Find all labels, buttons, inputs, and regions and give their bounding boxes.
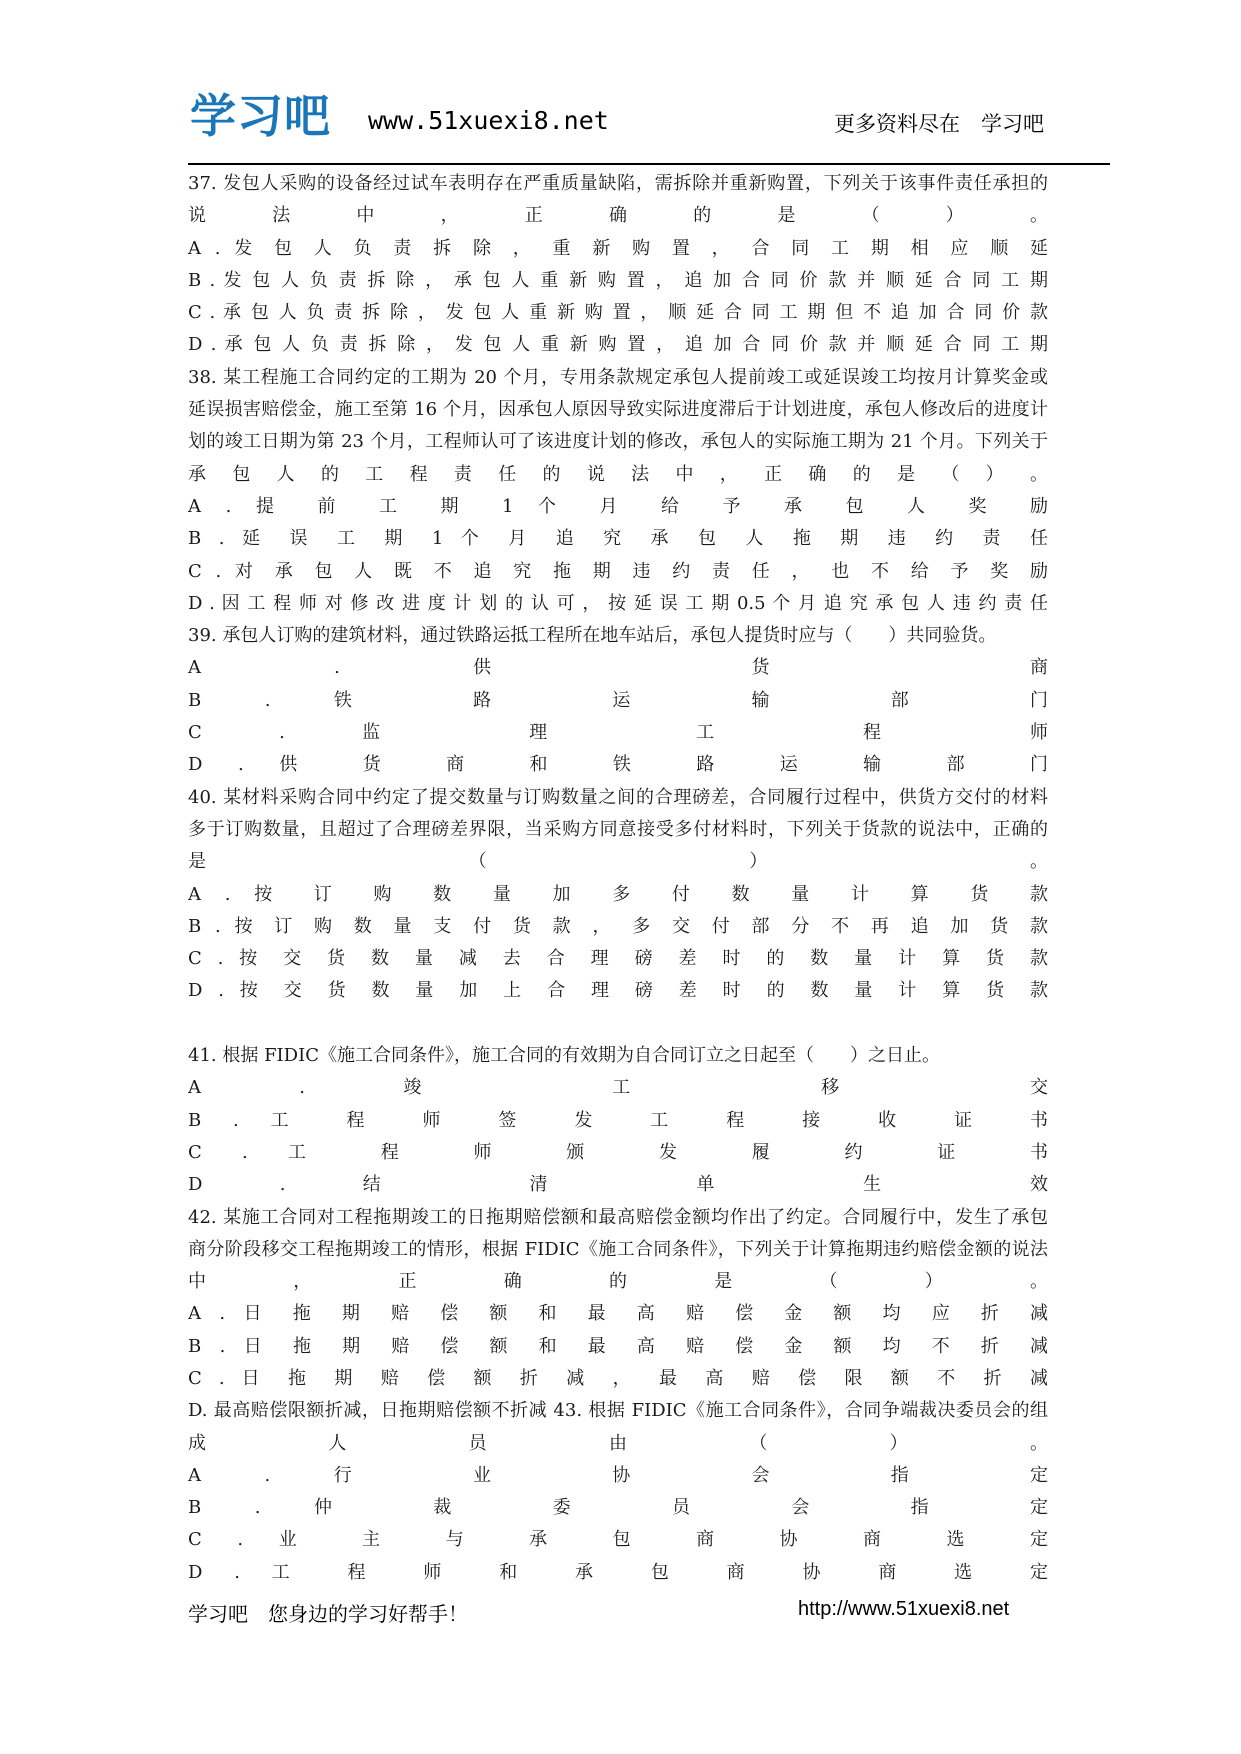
site-logo: 学习吧 [190, 89, 331, 143]
text-line: A . 竣 工 移 交 [188, 1077, 1048, 1099]
text-line: 是 （ ） 。 [188, 851, 1048, 873]
text-line: 承 包 人 的 工 程 责 任 的 说 法 中 ， 正 确 的 是 （ ） 。 [188, 463, 1048, 485]
text-line: 42. 某施工合同对工程拖期竣工的日拖期赔偿额和最高赔偿金额均作出了约定。合同履行中，发生了承包 [188, 1206, 1048, 1228]
text-line: D . 因 工 程 师 对 修 改 进 度 计 划 的 认 可 ， 按 延 误 工 期 0.5 个 月 追 究 承 包 人 违 约 责 任 [188, 592, 1048, 614]
header-tagline: 更多资料尽在 学习吧 [834, 112, 1044, 136]
text-line: 39. 承包人订购的建筑材料，通过铁路运抵工程所在地车站后，承包人提货时应与（ ）共同验货。 [188, 625, 997, 647]
text-line: A . 按 订 购 数 量 加 多 付 数 量 计 算 货 款 [188, 883, 1048, 905]
logo-url[interactable]: www.51xuexi8.net [368, 106, 609, 135]
text-line: A . 日 拖 期 赔 偿 额 和 最 高 赔 偿 金 额 均 应 折 减 [188, 1303, 1048, 1325]
text-line: 商分阶段移交工程拖期竣工的情形，根据 FIDIC《施工合同条件》，下列关于计算拖期违约赔偿金额的说法 [188, 1238, 1048, 1260]
text-line: C . 监 理 工 程 师 [188, 722, 1048, 744]
text-line: 38. 某工程施工合同约定的工期为 20 个月，专用条款规定承包人提前竣工或延误竣工均按月计算奖金或 [188, 366, 1048, 388]
footer-slogan: 学习吧 您身边的学习好帮手！ [188, 1602, 468, 1626]
text-line: D . 供 货 商 和 铁 路 运 输 部 门 [188, 754, 1048, 776]
blank-line [188, 1008, 1048, 1040]
text-line: A . 行 业 协 会 指 定 [188, 1464, 1048, 1486]
text-line: A . 发 包 人 负 责 拆 除 ， 重 新 购 置 ， 合 同 工 期 相 应 顺 延 [188, 237, 1048, 259]
text-line: C . 工 程 师 颁 发 履 约 证 书 [188, 1141, 1048, 1163]
text-line: C . 日 拖 期 赔 偿 额 折 减 ， 最 高 赔 偿 限 额 不 折 减 [188, 1367, 1048, 1389]
text-line: B . 工 程 师 签 发 工 程 接 收 证 书 [188, 1109, 1048, 1131]
text-line: 37. 发包人采购的设备经过试车表明存在严重质量缺陷，需拆除并重新购置，下列关于该事件责任承担的 [188, 173, 1048, 194]
text-line: B . 铁 路 运 输 部 门 [188, 689, 1048, 711]
text-line: 多于订购数量，且超过了合理磅差界限，当采购方同意接受多付材料时，下列关于货款的说法中，正确的 [188, 818, 1048, 840]
text-line: D. 最高赔偿限额折减，日拖期赔偿额不折减 43. 根据 FIDIC《施工合同条件》，合同争端裁决委员会的组 [188, 1400, 1048, 1422]
text-line: 成 人 员 由 （ ） 。 [188, 1432, 1048, 1454]
footer-url[interactable]: http://www.51xuexi8.net [798, 1598, 1010, 1620]
text-line: A . 提 前 工 期 1 个 月 给 予 承 包 人 奖 励 [188, 495, 1048, 517]
text-line: B . 仲 裁 委 员 会 指 定 [188, 1497, 1048, 1519]
text-line: 延误损害赔偿金，施工至第 16 个月，因承包人原因导致实际进度滞后于计划进度，承包人修改后的进度计 [188, 399, 1048, 421]
text-line: D . 结 清 单 生 效 [188, 1174, 1048, 1196]
text-line: B . 延 误 工 期 1 个 月 追 究 承 包 人 拖 期 违 约 责 任 [188, 528, 1048, 550]
text-line: C . 承 包 人 负 责 拆 除 ， 发 包 人 重 新 购 置 ， 顺 延 合 同 工 期 但 不 追 加 合 同 价 款 [188, 302, 1048, 324]
text-line: C . 业 主 与 承 包 商 协 商 选 定 [188, 1529, 1048, 1551]
header-divider [188, 163, 1110, 165]
text-line: C . 对 承 包 人 既 不 追 究 拖 期 违 约 责 任 ， 也 不 给 予 奖 励 [188, 560, 1048, 582]
text-line: 40. 某材料采购合同中约定了提交数量与订购数量之间的合理磅差，合同履行过程中，供货方交付的材料 [188, 786, 1048, 808]
text-line: B . 按 订 购 数 量 支 付 货 款 ， 多 交 付 部 分 不 再 追 加 货 款 [188, 915, 1048, 937]
text-line: C . 按 交 货 数 量 减 去 合 理 磅 差 时 的 数 量 计 算 货 款 [188, 948, 1048, 970]
text-line: 划的竣工日期为第 23 个月，工程师认可了该进度计划的修改，承包人的实际施工期为 21 个月。下列关于 [188, 431, 1048, 453]
text-line: A . 供 货 商 [188, 657, 1048, 679]
text-line: D . 按 交 货 数 量 加 上 合 理 磅 差 时 的 数 量 计 算 货 款 [188, 980, 1048, 1002]
text-line: 中 ， 正 确 的 是 （ ） 。 [188, 1271, 1048, 1293]
text-line: D . 工 程 师 和 承 包 商 协 商 选 定 [188, 1561, 1048, 1583]
text-line: 说 法 中 ， 正 确 的 是 （ ） 。 [188, 205, 1048, 227]
text-line: B . 发 包 人 负 责 拆 除 ， 承 包 人 重 新 购 置 ， 追 加 合 同 价 款 并 顺 延 合 同 工 期 [188, 269, 1048, 291]
text-line: B . 日 拖 期 赔 偿 额 和 最 高 赔 偿 金 额 均 不 折 减 [188, 1335, 1048, 1357]
page-header [0, 0, 1241, 160]
text-line: D . 承 包 人 负 责 拆 除 ， 发 包 人 重 新 购 置 ， 追 加 合 同 价 款 并 顺 延 合 同 工 期 [188, 334, 1048, 356]
document-body [188, 168, 1048, 1589]
text-line: 41. 根据 FIDIC《施工合同条件》，施工合同的有效期为自合同订立之日起至（ ）之日止。 [188, 1045, 940, 1067]
